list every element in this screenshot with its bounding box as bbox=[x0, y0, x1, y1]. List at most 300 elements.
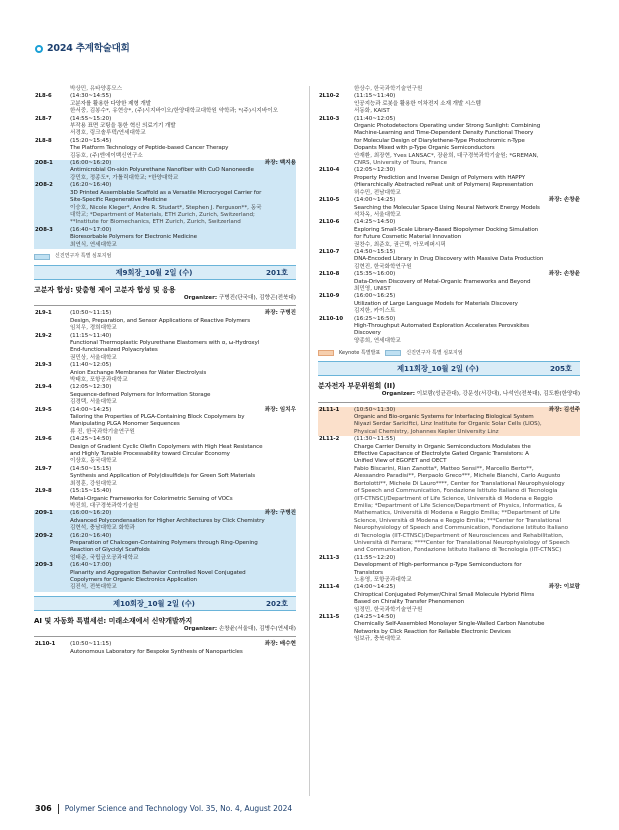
organizer-label: Organizer: bbox=[183, 625, 218, 632]
entry-time: (16:25~16:50) bbox=[354, 315, 396, 322]
program-entry bbox=[34, 138, 296, 160]
header-title: 2024 추계학술대회 bbox=[47, 43, 130, 55]
entry-authors: Physical Chemistry, Johannes Kepler University Linz bbox=[354, 428, 499, 435]
entry-authors: 김현진, 한국화학연구원 bbox=[354, 263, 412, 270]
entry-authors: 이상호, 동국대학교 bbox=[70, 458, 117, 465]
entry-line bbox=[354, 547, 580, 554]
entry-authors: 박진희, 대구경북과학기술원 bbox=[70, 502, 139, 509]
entry-body bbox=[354, 293, 580, 315]
entry-line bbox=[70, 649, 296, 656]
entry-title: DNA-Encoded Library in Drug Discovery with Massive Data Production bbox=[354, 256, 544, 263]
program-entry bbox=[34, 182, 296, 226]
entry-time: (10:50~11:15) bbox=[70, 641, 112, 648]
organizer-names: 이보람(성균관대), 강문성(서강대), 나석인(전북대), 김도환(한양대) bbox=[416, 391, 580, 398]
entry-line bbox=[70, 362, 296, 369]
entry-title: 인공지능과 로봇을 활용한 이차전지 소재 개발 시스템 bbox=[354, 100, 481, 107]
entry-line bbox=[70, 503, 296, 510]
program-entry bbox=[34, 160, 296, 182]
entry-title: Based on Chirality Transfer Phenomenon bbox=[354, 599, 465, 606]
entry-line bbox=[70, 175, 296, 182]
entry-authors: 이승호, Nicole Kleger*, Andre R. Studart*, Stephen J. Ferguson**, 동국 bbox=[70, 204, 262, 211]
entry-body bbox=[70, 310, 296, 332]
entry-line bbox=[70, 458, 296, 465]
entry-time: (11:40~12:05) bbox=[354, 115, 396, 122]
entry-line bbox=[70, 547, 296, 554]
entry-number: 2L11-3 bbox=[319, 554, 340, 561]
page-footer bbox=[35, 804, 292, 814]
entry-authors: Fabio Biscarini, Rian Zanotta*, Matteo Sensi**, Marcello Berto**, bbox=[354, 465, 534, 472]
program-entry bbox=[34, 93, 296, 115]
program-entry bbox=[34, 466, 296, 488]
entry-line bbox=[354, 308, 580, 315]
entry-body bbox=[70, 562, 296, 592]
entry-time: (16:00~16:20) bbox=[70, 160, 112, 167]
program-entry bbox=[318, 316, 580, 346]
entry-body bbox=[70, 182, 296, 226]
entry-line bbox=[70, 377, 296, 384]
entry-authors: 석차옥, 서울대학교 bbox=[354, 211, 401, 218]
entry-time: (14:00~14:25) bbox=[70, 406, 112, 413]
entry-line bbox=[354, 234, 580, 241]
entry-authors: Neurophysiology of Speech and Communication, Fondazione Istituto Italiano bbox=[354, 525, 569, 532]
entry-line bbox=[354, 525, 580, 532]
entry-line bbox=[70, 167, 296, 174]
entry-line bbox=[70, 182, 296, 189]
session-11-list bbox=[318, 407, 580, 644]
program-entry bbox=[34, 641, 296, 656]
entry-title: Manipulating PLGA Monomer Sequences bbox=[70, 421, 180, 428]
entry-authors: 서동화, KAIST bbox=[354, 108, 390, 115]
program-entry bbox=[318, 197, 580, 219]
program-entry bbox=[34, 533, 296, 563]
entry-body bbox=[70, 466, 296, 488]
entry-time: (14:25~14:50) bbox=[354, 614, 396, 620]
entry-line bbox=[354, 264, 580, 271]
entry-line bbox=[354, 451, 580, 458]
entry-line bbox=[70, 108, 296, 115]
entry-line bbox=[354, 481, 580, 488]
legend-keynote-label: Keynote 특별발표 bbox=[339, 349, 381, 356]
entry-line bbox=[70, 325, 296, 332]
legend-label: 신진연구자 특별 심포지엄 bbox=[55, 253, 112, 260]
entry-title: Reaction of Glycidyl Scaffolds bbox=[70, 547, 150, 554]
entry-number: 2O9-1 bbox=[34, 510, 70, 532]
entry-title: Design of Gradient Cyclic Olefin Copolymers with High Heat Resistance bbox=[70, 443, 263, 450]
entry-line bbox=[70, 414, 296, 421]
entry-line bbox=[70, 234, 296, 241]
entry-authors: 임치우, 경희대학교 bbox=[70, 325, 117, 332]
entry-number: 2L8-8 bbox=[35, 137, 52, 144]
entry-line bbox=[354, 473, 580, 480]
entry-title: Chemically Self-Assembled Monolayer Single-Walled Carbon Nanotube bbox=[354, 621, 545, 628]
entry-number: 2L9-2 bbox=[35, 332, 52, 339]
entry-authors: CNRS, University of Tours, France bbox=[354, 160, 448, 167]
entry-line bbox=[70, 160, 296, 167]
page-header bbox=[35, 42, 130, 56]
chair-label: 좌장: 구병진 bbox=[264, 510, 296, 517]
entry-line bbox=[354, 167, 580, 174]
entry-line bbox=[70, 86, 296, 93]
entry-title: Dopants Mixed with p-Type Organic Semiconductors bbox=[354, 145, 495, 152]
entry-line bbox=[70, 212, 296, 219]
entry-line bbox=[354, 338, 580, 345]
entry-time: (14:00~14:25) bbox=[354, 197, 396, 204]
entry-title: Unified View of EGOFET and OECT bbox=[354, 458, 447, 465]
entry-number: 2L8-7 bbox=[35, 115, 52, 122]
session-title: AI 및 자동화 특별세션: 미래소재에서 신약개발까지 bbox=[34, 616, 193, 625]
entry-body bbox=[70, 384, 296, 406]
entry-number: 2L10-4 bbox=[319, 167, 340, 174]
entry-line bbox=[354, 271, 580, 278]
program-entry bbox=[318, 436, 580, 555]
entry-number: 2L11-5 bbox=[319, 614, 340, 620]
session-room: 205호 bbox=[550, 364, 572, 374]
program-entry bbox=[318, 555, 580, 585]
entry-body bbox=[70, 641, 296, 656]
entry-line bbox=[354, 93, 580, 100]
entry-line bbox=[70, 145, 296, 152]
program-entry bbox=[34, 310, 296, 332]
entry-title: Property Prediction and Inverse Design of Polymers with HAPPY bbox=[354, 174, 525, 181]
entry-line bbox=[354, 212, 580, 219]
entry-time: (16:40~17:00) bbox=[70, 562, 112, 569]
program-entry bbox=[318, 293, 580, 315]
entry-authors: 양종희, 연세대학교 bbox=[354, 337, 401, 344]
entry-title: Anion Exchange Membranes for Water Electrolysis bbox=[70, 369, 207, 376]
entry-title: Tailoring the Properties of PLGA-Containing Block Copolymers by bbox=[70, 414, 245, 421]
program-entry bbox=[318, 614, 580, 644]
entry-line bbox=[70, 488, 296, 495]
entry-line bbox=[354, 323, 580, 330]
entry-line bbox=[70, 421, 296, 428]
entry-line bbox=[70, 570, 296, 577]
entry-line bbox=[70, 562, 296, 569]
entry-authors: 강민호, 정종도*, 가톨릭대학교; *한양대학교 bbox=[70, 174, 179, 181]
entry-body bbox=[354, 86, 580, 93]
entry-authors: 박태호, 포항공과대학교 bbox=[70, 377, 128, 383]
entry-line bbox=[354, 205, 580, 212]
divider bbox=[34, 305, 296, 306]
program-entry bbox=[318, 271, 580, 293]
entry-time: (16:00~16:25) bbox=[354, 293, 396, 300]
entry-authors: Università di Ferrara; ****Center for Translational Neurophysiology of Speech bbox=[354, 539, 570, 546]
entry-line bbox=[70, 510, 296, 517]
entry-number: 2L10-1 bbox=[35, 641, 56, 648]
entry-authors: (IIT-CTNSC)/Department of Life Science, Università di Modena e Reggio bbox=[354, 495, 553, 502]
entry-line bbox=[354, 153, 580, 160]
entry-authors: 권찬수, 최준호, 권근택, 아모레퍼시픽 bbox=[354, 241, 446, 248]
entry-authors: 최연식, 연세대학교 bbox=[70, 241, 117, 248]
entry-line bbox=[354, 621, 580, 628]
session-label: 제11회장_10월 2일 (수) bbox=[397, 364, 479, 374]
entry-line bbox=[354, 316, 580, 323]
footer-divider bbox=[58, 804, 59, 814]
entry-title: Advanced Polycondensation for Higher Architectures by Click Chemistry bbox=[70, 517, 265, 524]
organizer-label: Organizer: bbox=[183, 294, 218, 301]
entry-authors: 류 진, 한국과학기술연구원 bbox=[70, 428, 135, 435]
chair-label: 좌장: 손창윤 bbox=[548, 197, 580, 204]
entry-number: 2O9-3 bbox=[34, 562, 70, 592]
program-entry bbox=[34, 86, 296, 93]
entry-authors: di Tecnologia (IIT-CTNSC)/Department of Neurosciences and Rehabilitation, bbox=[354, 532, 564, 539]
legend-blue-swatch bbox=[385, 350, 401, 356]
session-organizer bbox=[34, 626, 296, 633]
entry-time: (10:50~11:30) bbox=[354, 406, 396, 413]
entry-line bbox=[354, 293, 580, 300]
entry-line bbox=[354, 175, 580, 182]
entry-line bbox=[354, 599, 580, 606]
entry-line bbox=[70, 197, 296, 204]
entry-time: (12:05~12:30) bbox=[70, 384, 112, 391]
entry-number: 2O8-3 bbox=[34, 227, 70, 249]
journal-citation: Polymer Science and Technology Vol. 35, No. 4, August 2024 bbox=[64, 804, 293, 814]
entry-time: (14:30~14:55) bbox=[70, 93, 112, 100]
entry-line bbox=[70, 310, 296, 317]
entry-line bbox=[354, 555, 580, 562]
entry-title: for Future Cosmetic Material Innovation bbox=[354, 234, 462, 241]
session-10-list bbox=[34, 641, 296, 656]
program-entry bbox=[34, 407, 296, 437]
entry-authors: 허수민, 전남대학교 bbox=[354, 189, 401, 196]
entry-title: for Molecular Design of Diarylethene-Type Photochromic n-Type bbox=[354, 137, 525, 144]
entry-line bbox=[354, 540, 580, 547]
entry-number: 2L10-8 bbox=[319, 271, 340, 278]
entry-line bbox=[70, 138, 296, 145]
entry-line bbox=[354, 219, 580, 226]
entry-body bbox=[70, 160, 296, 182]
entry-body bbox=[354, 555, 580, 585]
program-entry bbox=[318, 86, 580, 93]
entry-number: 2L10-3 bbox=[319, 115, 340, 122]
entry-line bbox=[354, 466, 580, 473]
entry-line bbox=[354, 138, 580, 145]
entry-body bbox=[70, 510, 296, 532]
entry-line bbox=[354, 414, 580, 421]
entry-authors: Mathematics, Università di Modena e Reggio Emilia; **Department of Life bbox=[354, 510, 560, 517]
entry-number: 2L8-6 bbox=[35, 93, 52, 100]
entry-authors: Emilia; *Department of Life Science/Department of Physics, Informatics, & bbox=[354, 502, 563, 509]
entry-line bbox=[354, 570, 580, 577]
program-entry bbox=[318, 407, 580, 437]
program-entry bbox=[318, 167, 580, 197]
entry-title: Planarity and Aggregation Behavior Controlled Novel Conjugated bbox=[70, 569, 246, 576]
entry-line bbox=[70, 407, 296, 414]
entry-number: 2L11-2 bbox=[319, 436, 340, 443]
entry-line bbox=[354, 123, 580, 130]
entry-body bbox=[354, 584, 580, 614]
entry-body bbox=[70, 333, 296, 363]
entry-title: Functional Thermoplastic Polyurethane Elastomers with α, ω-Hydroxyl bbox=[70, 339, 260, 346]
entry-body bbox=[70, 227, 296, 249]
entry-body bbox=[354, 436, 580, 555]
entry-title: 부작용 표면 코팅을 통한 혁신 의료기기 개발 bbox=[70, 123, 176, 130]
entry-line bbox=[354, 518, 580, 525]
organizer-label: Organizer: bbox=[381, 391, 415, 398]
circle-bullet-icon bbox=[35, 45, 43, 53]
entry-line bbox=[70, 190, 296, 197]
entry-number bbox=[318, 86, 354, 93]
entry-number: 2L9-3 bbox=[35, 362, 52, 369]
entry-title: Chiroptical Conjugated Polymer/Chiral Small Molecule Hybrid Films bbox=[354, 591, 535, 598]
entry-title: Autonomous Laboratory for Bespoke Synthesis of Nanoparticles bbox=[70, 648, 243, 655]
entry-body bbox=[354, 249, 580, 271]
entry-time: (11:15~11:40) bbox=[354, 93, 396, 100]
entry-line bbox=[354, 190, 580, 197]
entry-authors: **Institute for Biomechanics, ETH Zurich, Zurich, Switzerland bbox=[70, 219, 241, 226]
entry-authors: 김진석, 전북대학교 bbox=[70, 584, 117, 591]
entry-title: Design, Preparation, and Sensor Applications of Reactive Polymers bbox=[70, 317, 251, 324]
entry-title: and Highly Tunable Processability toward Circular Economy bbox=[70, 451, 230, 458]
program-entry bbox=[318, 219, 580, 249]
legend-label: 신진연구자 특별 심포지엄 bbox=[406, 349, 463, 356]
entry-title: Discovery bbox=[354, 330, 381, 337]
session-header-10 bbox=[34, 596, 296, 611]
entry-time: (16:20~16:40) bbox=[70, 182, 112, 189]
entry-title: Effective Capacitance of Electrolyte Gated Organic Transistors: A bbox=[354, 451, 529, 458]
entry-time: (10:50~11:15) bbox=[70, 310, 112, 317]
entry-line bbox=[70, 533, 296, 540]
column-divider bbox=[309, 86, 310, 796]
entry-authors: of Speech and Communication, Fondazione Istituto Italiano di Tecnologia bbox=[354, 488, 558, 495]
entry-body bbox=[354, 93, 580, 115]
entry-time: (14:50~15:15) bbox=[354, 248, 396, 255]
entry-time: (11:30~11:55) bbox=[354, 436, 396, 443]
entry-number: 2L11-4 bbox=[319, 584, 340, 591]
legend-orange-swatch bbox=[318, 350, 334, 356]
session-title: 고분자 합성: 맞춤형 제어 고분자 합성 및 응용 bbox=[34, 285, 176, 294]
entry-number: 2L10-2 bbox=[319, 93, 340, 100]
entry-line bbox=[70, 384, 296, 391]
entry-body bbox=[70, 436, 296, 466]
entry-number: 2L10-5 bbox=[319, 197, 340, 204]
left-column bbox=[34, 86, 296, 656]
session-room: 202호 bbox=[266, 598, 288, 608]
entry-line bbox=[70, 242, 296, 249]
entry-line bbox=[354, 86, 580, 93]
session-room: 201호 bbox=[266, 267, 288, 277]
entry-time: (16:20~16:40) bbox=[70, 532, 112, 539]
entry-line bbox=[70, 584, 296, 591]
entry-line bbox=[70, 333, 296, 340]
entry-line bbox=[70, 340, 296, 347]
entry-time: (15:35~16:00) bbox=[354, 271, 396, 278]
legend-blue-swatch bbox=[34, 254, 50, 260]
entry-line bbox=[354, 108, 580, 115]
entry-line bbox=[354, 130, 580, 137]
program-entry bbox=[34, 510, 296, 532]
entry-title: Preparation of Chalcogen-Containing Polymers through Ring-Opening bbox=[70, 539, 258, 546]
entry-line bbox=[70, 496, 296, 503]
page-number: 306 bbox=[35, 804, 52, 814]
entry-line bbox=[354, 407, 580, 414]
legend-new-researcher bbox=[34, 252, 296, 262]
session-header-9 bbox=[34, 265, 296, 280]
entry-number: 2L10-7 bbox=[319, 248, 340, 255]
entry-line bbox=[354, 429, 580, 436]
entry-line bbox=[70, 444, 296, 451]
left-top-list bbox=[34, 86, 296, 249]
entry-line bbox=[354, 242, 580, 249]
entry-title: Antimicrobial On-skin Polyurethane Nanofiber with CuO Nanoneedle bbox=[70, 167, 254, 174]
entry-authors: 한서중, 김봉수*, 유현승*, (주)시지바이오/한양대학교대학원 약학과; *(주)시지바이오 bbox=[70, 108, 279, 115]
entry-body bbox=[354, 219, 580, 249]
entry-body bbox=[70, 138, 296, 160]
entry-authors: Bortolotti**, Michele Di Lauro****, Center for Translational Neurophysiology bbox=[354, 480, 565, 487]
entry-authors: 박상민, 유타양홍모스 bbox=[70, 86, 123, 92]
program-entry bbox=[34, 436, 296, 466]
entry-time: (14:25~14:50) bbox=[354, 219, 396, 226]
entry-authors: Alessandro Paradisi**, Pierpaolo Greco***, Michele Bianchi, Carlo Augusto bbox=[354, 473, 561, 480]
entry-body bbox=[70, 362, 296, 384]
entry-authors: 김현석, 충남대학교 화학과 bbox=[70, 525, 135, 532]
entry-authors: 최정훈, 강원대학교 bbox=[70, 480, 117, 487]
entry-title: Metal-Organic Frameworks for Colorimetric Sensing of VOCs bbox=[70, 495, 233, 502]
entry-title: Charge Carrier Density in Organic Semiconductors Modulates the bbox=[354, 443, 531, 450]
entry-line bbox=[354, 197, 580, 204]
entry-authors: 김동호, (주)엔에이백신연구소 bbox=[70, 152, 143, 159]
entry-authors: 서경호, 링크솔루텍/연세대학교 bbox=[70, 130, 146, 137]
entry-time: (14:00~14:25) bbox=[354, 584, 396, 591]
entry-line bbox=[354, 256, 580, 263]
entry-number: 2L9-4 bbox=[35, 384, 52, 391]
entry-line bbox=[354, 607, 580, 614]
entry-line bbox=[70, 436, 296, 443]
entry-line bbox=[70, 153, 296, 160]
entry-title: The Platform Technology of Peptide-based Cancer Therapy bbox=[70, 145, 229, 152]
entry-line bbox=[70, 525, 296, 532]
entry-time: (15:15~15:40) bbox=[70, 488, 112, 495]
entry-authors: 한상수, 한국과학기술연구원 bbox=[354, 86, 423, 92]
program-entry bbox=[318, 584, 580, 614]
entry-title: Networks by Click Reaction for Reliable Electronic Devices bbox=[354, 628, 511, 635]
entry-number: 2L10-9 bbox=[319, 293, 340, 300]
program-entry bbox=[34, 562, 296, 592]
right-column bbox=[318, 86, 580, 644]
entry-body bbox=[354, 614, 580, 644]
entry-line bbox=[70, 473, 296, 480]
chair-label: 좌장: 백지용 bbox=[264, 160, 296, 167]
entry-title: Sequence-defined Polymers for Information Storage bbox=[70, 391, 211, 398]
entry-line bbox=[70, 555, 296, 562]
program-entry bbox=[34, 227, 296, 249]
entry-title: High-Throughput Automated Exploration Accelerates Perovskites bbox=[354, 323, 530, 329]
program-entry bbox=[318, 249, 580, 271]
entry-number bbox=[34, 86, 70, 93]
entry-authors: 임보규, 충북대학교 bbox=[354, 636, 401, 643]
entry-body bbox=[70, 86, 296, 93]
entry-time: (16:00~16:20) bbox=[70, 510, 112, 517]
chair-label: 좌장: 구병진 bbox=[264, 310, 296, 317]
entry-number: 2L9-7 bbox=[35, 465, 52, 472]
entry-authors: 대학교; *Department of Materials, ETH Zurich, Zurich, Switzerland; bbox=[70, 211, 255, 218]
entry-body bbox=[70, 533, 296, 563]
program-entry bbox=[34, 116, 296, 138]
entry-line bbox=[70, 347, 296, 354]
entry-line bbox=[70, 219, 296, 226]
entry-title: Machine-Learning and Time-Dependent Density Functional Theory bbox=[354, 130, 534, 137]
entry-time: (12:05~12:30) bbox=[354, 167, 396, 174]
entry-title: Organic and Bio-organic Systems for Interfacing Biological System bbox=[354, 414, 534, 421]
entry-body bbox=[70, 488, 296, 510]
entry-line bbox=[354, 458, 580, 465]
entry-body bbox=[70, 116, 296, 138]
entry-line bbox=[70, 540, 296, 547]
entry-line bbox=[70, 130, 296, 137]
entry-body bbox=[354, 116, 580, 168]
entry-line bbox=[70, 641, 296, 648]
entry-authors: 임정민, 한국과학기술연구원 bbox=[354, 606, 423, 613]
entry-line bbox=[354, 249, 580, 256]
